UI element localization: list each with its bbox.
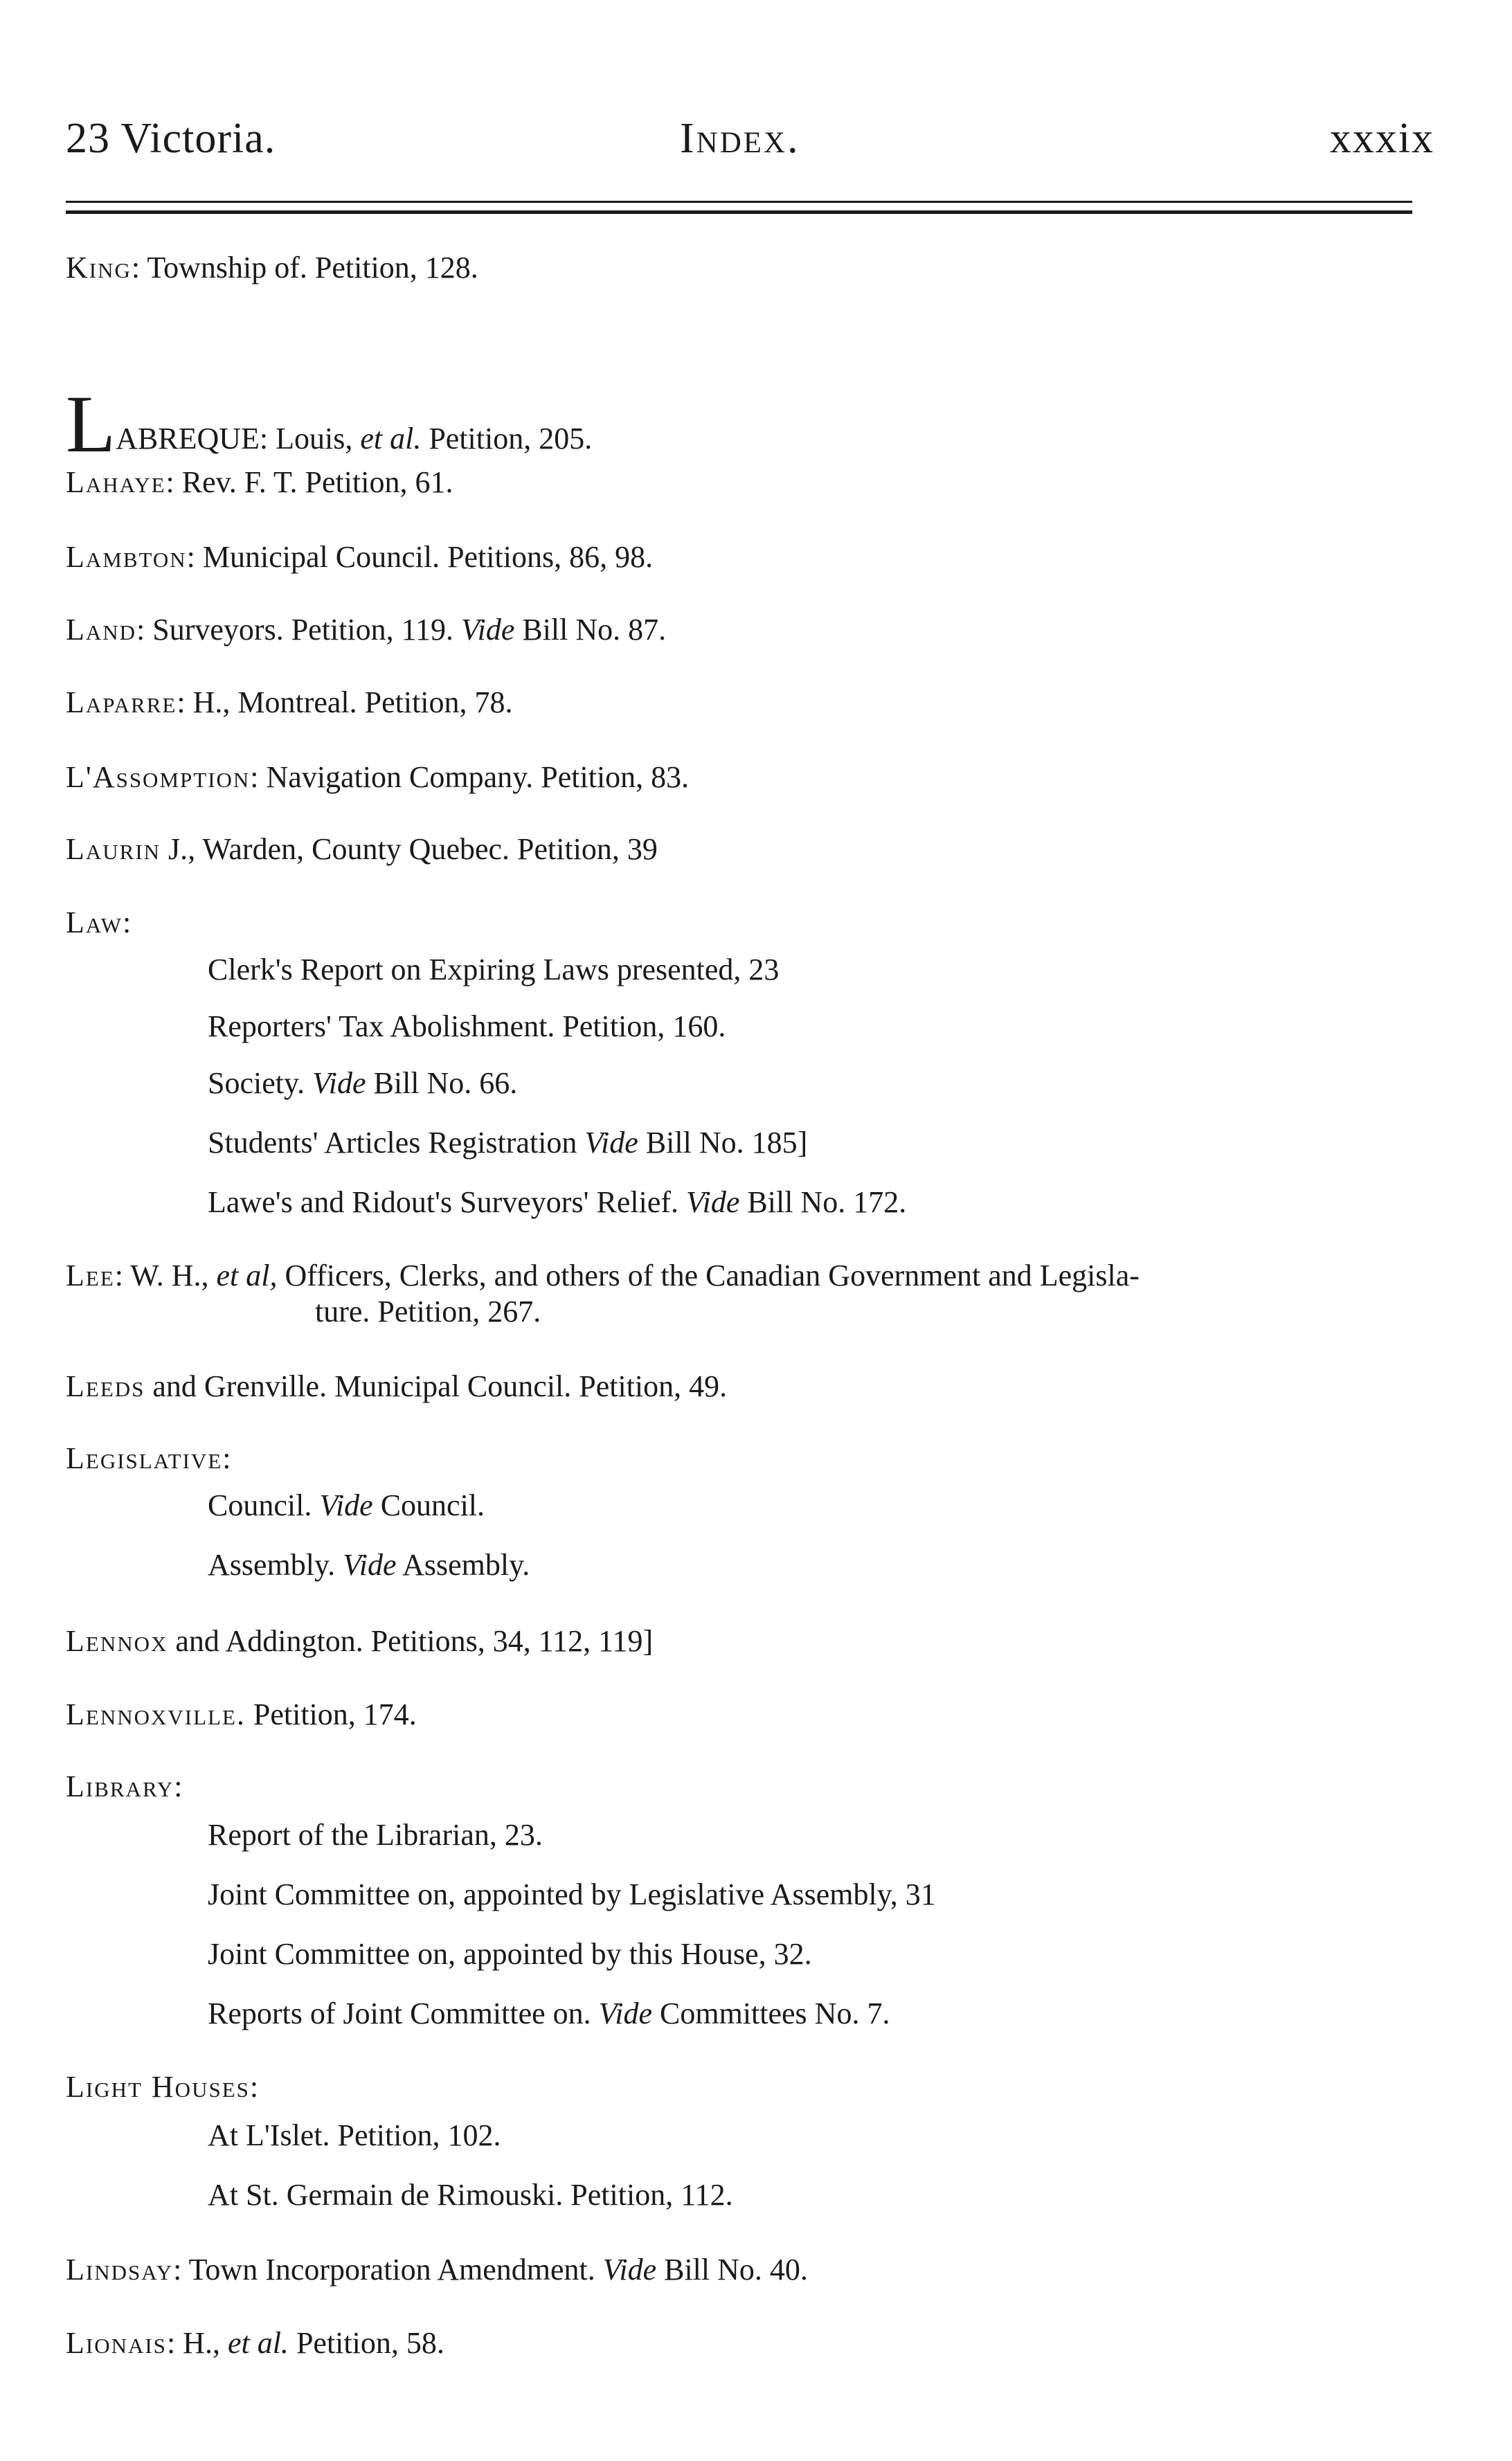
index-subentry-library-joint-committee-assembly: Joint Committee on, appointed by Legislative Assembly, 31: [208, 1877, 936, 1911]
index-entry-lennoxville: Lennoxville. Petition, 174.: [66, 1697, 417, 1731]
index-subentry-library-librarian-report: Report of the Librarian, 23.: [208, 1818, 543, 1852]
index-entry-leeds: Leeds and Grenville. Municipal Council. Petition, 49.: [66, 1369, 728, 1403]
index-subentry-law-lawe-ridout: Lawe's and Ridout's Surveyors' Relief. Vide Bill No. 172.: [208, 1185, 907, 1219]
index-subentry-law-clerks-report: Clerk's Report on Expiring Laws presented, 23: [208, 953, 780, 986]
index-subentry-library-reports: Reports of Joint Committee on. Vide Committees No. 7.: [208, 1996, 890, 2030]
index-entry-king: King: Township of. Petition, 128.: [66, 251, 478, 285]
index-entry-lassomption: L'Assomption: Navigation Company. Petition, 83.: [66, 760, 690, 794]
header-title: Index.: [680, 115, 800, 162]
index-subentry-legislative-council: Council. Vide Council.: [208, 1488, 485, 1522]
index-entry-lee: Lee: W. H., et al, Officers, Clerks, and others of the Canadian Government and Legisla-: [66, 1259, 1140, 1292]
header-page-number: xxxix: [1329, 115, 1434, 162]
index-entry-lahaye: Lahaye: Rev. F. T. Petition, 61.: [66, 465, 453, 499]
index-entry-law: Law:: [66, 905, 132, 939]
header-rule-thin: [66, 201, 1412, 203]
index-subentry-legislative-assembly: Assembly. Vide Assembly.: [208, 1548, 530, 1582]
header-rule-thick: [66, 210, 1412, 214]
index-subentry-library-joint-committee-house: Joint Committee on, appointed by this House, 32.: [208, 1937, 812, 1971]
index-entry-lee-continuation: ture. Petition, 267.: [315, 1295, 541, 1328]
index-subentry-law-reporters-tax: Reporters' Tax Abolishment. Petition, 160.: [208, 1009, 726, 1043]
index-entry-land: Land: Surveyors. Petition, 119. Vide Bill No. 87.: [66, 613, 667, 647]
index-entry-laurin: Laurin J., Warden, County Quebec. Petition, 39: [66, 832, 658, 866]
index-entry-lindsay: Lindsay: Town Incorporation Amendment. Vide Bill No. 40.: [66, 2253, 808, 2287]
index-subentry-lighthouse-lislet: At L'Islet. Petition, 102.: [208, 2118, 501, 2152]
index-entry-lambton: Lambton: Municipal Council. Petitions, 86, 98.: [66, 540, 654, 574]
index-entry-legislative: Legislative:: [66, 1441, 231, 1475]
index-entry-light-houses: Light Houses:: [66, 2070, 259, 2104]
header-session: 23 Victoria.: [66, 115, 276, 162]
index-entry-laparre: Laparre: H., Montreal. Petition, 78.: [66, 685, 513, 719]
index-entry-library: Library:: [66, 1769, 183, 1803]
index-entry-lionais: Lionais: H., et al. Petition, 58.: [66, 2326, 444, 2360]
index-subentry-lighthouse-st-germain: At St. Germain de Rimouski. Petition, 112.: [208, 2178, 733, 2212]
index-subentry-law-society: Society. Vide Bill No. 66.: [208, 1066, 518, 1100]
index-entry-labreque: LABREQUE: Louis, et al. Petition, 205.: [66, 379, 593, 469]
index-entry-lennox: Lennox and Addington. Petitions, 34, 112, 119]: [66, 1624, 654, 1658]
index-subentry-law-students-articles: Students' Articles Registration Vide Bill No. 185]: [208, 1126, 808, 1160]
